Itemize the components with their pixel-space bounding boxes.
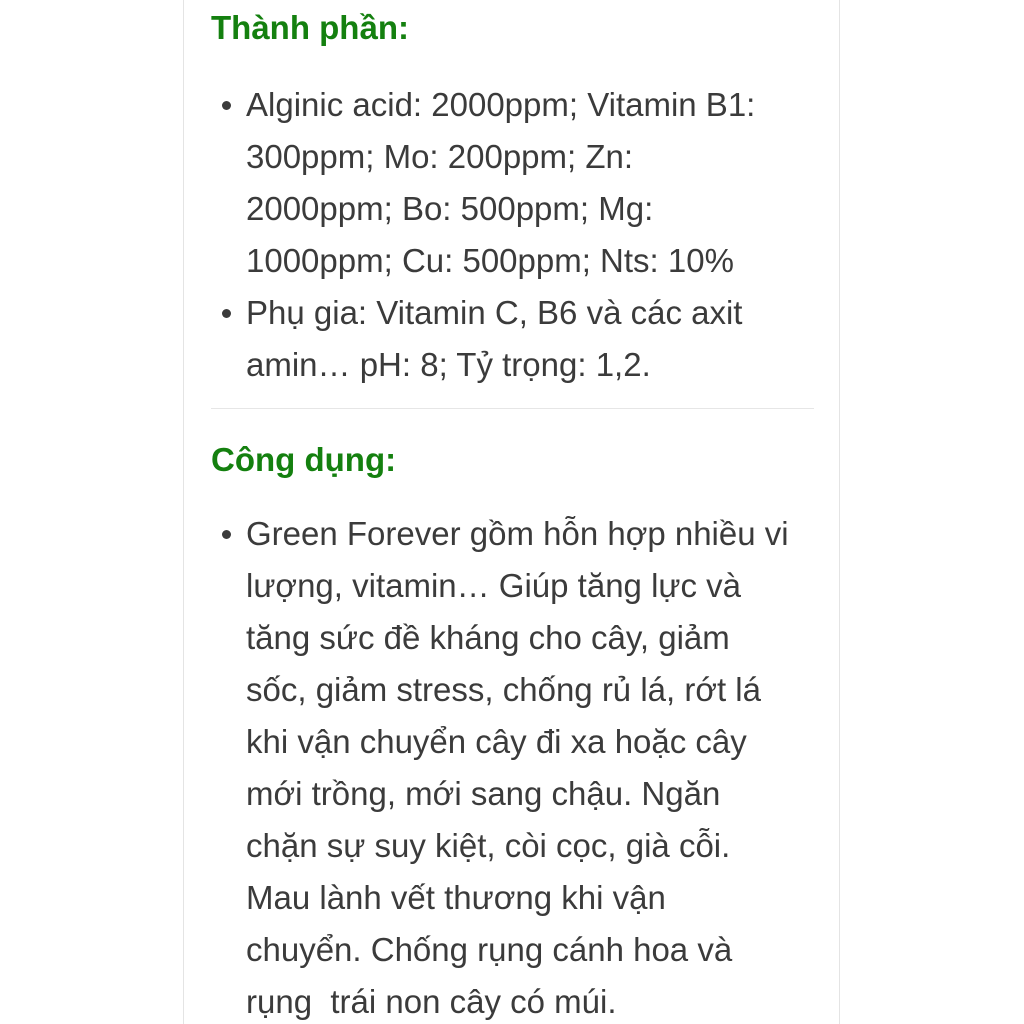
list-item-line: lượng, vitamin… Giúp tăng lực và (246, 567, 742, 604)
list-item (246, 287, 816, 391)
list-item-line: Mau lành vết thương khi vận (246, 879, 666, 916)
list-item-line: mới trồng, mới sang chậu. Ngăn (246, 775, 721, 812)
list-item (246, 79, 816, 287)
list-item-line: 1000ppm; Cu: 500ppm; Nts: 10% (246, 242, 734, 279)
section-divider (211, 408, 814, 409)
list-item-line: 300ppm; Mo: 200ppm; Zn: (246, 138, 634, 175)
list-item-line: amin… pH: 8; Tỷ trọng: 1,2. (246, 346, 651, 383)
list-item-line: sốc, giảm stress, chống rủ lá, rớt lá (246, 671, 761, 708)
uses-list (246, 508, 816, 1024)
list-item-line: rụng trái non cây có múi. (246, 983, 617, 1020)
list-item-line: tăng sức đề kháng cho cây, giảm (246, 619, 730, 656)
list-item (246, 508, 816, 1024)
bullet-icon (222, 101, 231, 110)
section-heading-uses: Công dụng: (211, 441, 397, 478)
list-item-line: khi vận chuyển cây đi xa hoặc cây (246, 723, 747, 760)
section-heading-ingredients: Thành phần: (211, 9, 409, 46)
list-item-line: chuyển. Chống rụng cánh hoa và (246, 931, 733, 968)
bullet-icon (222, 309, 231, 318)
list-item-line: Green Forever gồm hỗn hợp nhiều vi (246, 515, 789, 552)
list-item-line: 2000ppm; Bo: 500ppm; Mg: (246, 190, 654, 227)
list-item-line: Phụ gia: Vitamin C, B6 và các axit (246, 294, 743, 331)
bullet-icon (222, 530, 231, 539)
ingredients-list (246, 79, 816, 391)
list-item-line: Alginic acid: 2000ppm; Vitamin B1: (246, 86, 756, 123)
list-item-line: chặn sự suy kiệt, còi cọc, già cỗi. (246, 827, 731, 864)
